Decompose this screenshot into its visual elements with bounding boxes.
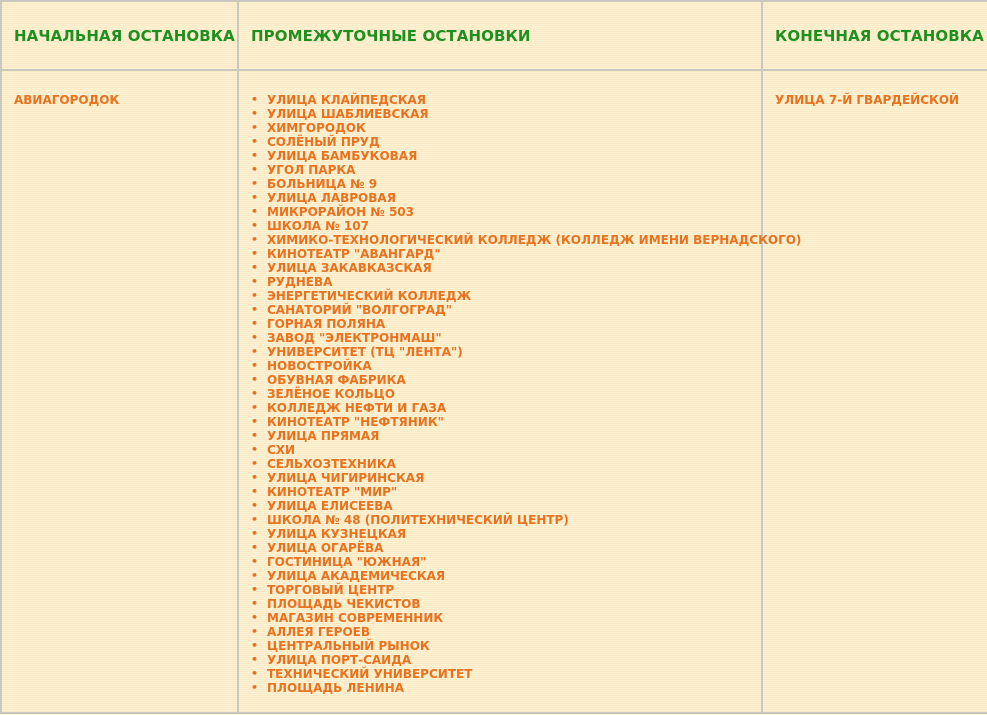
stop-list-item: • УЛИЦА ЗАКАВКАЗСКАЯ [267, 261, 761, 275]
stop-list-item: • СХИ [267, 443, 761, 457]
stop-list-item: • ЭНЕРГЕТИЧЕСКИЙ КОЛЛЕДЖ [267, 289, 761, 303]
stop-list-item: • ТОРГОВЫЙ ЦЕНТР [267, 583, 761, 597]
stop-list-item: • ЦЕНТРАЛЬНЫЙ РЫНОК [267, 639, 761, 653]
stop-list-item: • УЛИЦА ЧИГИРИНСКАЯ [267, 471, 761, 485]
stop-list-item: • УНИВЕРСИТЕТ (ТЦ "ЛЕНТА") [267, 345, 761, 359]
route-row [1, 70, 987, 713]
stop-list-item: • ПЛОЩАДЬ ЧЕКИСТОВ [267, 597, 761, 611]
stop-list-item: • СЕЛЬХОЗТЕХНИКА [267, 457, 761, 471]
stop-list-item: • ШКОЛА № 107 [267, 219, 761, 233]
stop-list-item: • МИКРОРАЙОН № 503 [267, 205, 761, 219]
stop-list-item: • ОБУВНАЯ ФАБРИКА [267, 373, 761, 387]
intermediate-stops-cell [238, 70, 802, 713]
intermediate-stops-list [251, 93, 802, 695]
stop-list-item: • ГОСТИНИЦА "ЮЖНАЯ" [267, 555, 761, 569]
stop-list-item: • ПЛОЩАДЬ ЛЕНИНА [267, 681, 761, 695]
stop-list-item: • ЗЕЛЁНОЕ КОЛЬЦО [267, 387, 761, 401]
stop-list-item: • ТЕХНИЧЕСКИЙ УНИВЕРСИТЕТ [267, 667, 761, 681]
stop-list-item: • СОЛЁНЫЙ ПРУД [267, 135, 761, 149]
stop-list-item: • АЛЛЕЯ ГЕРОЕВ [267, 625, 761, 639]
stop-list-item: • УЛИЦА ПРЯМАЯ [267, 429, 761, 443]
stop-list-item: • УЛИЦА ЛАВРОВАЯ [267, 191, 761, 205]
stop-list-item: • РУДНЕВА [267, 275, 761, 289]
end-stop-cell: УЛИЦА 7-Й ГВАРДЕЙСКОЙ [762, 70, 987, 713]
stop-list-item: • КИНОТЕАТР "МИР" [267, 485, 761, 499]
stop-list-item: • НОВОСТРОЙКА [267, 359, 761, 373]
stop-list-item: • ШКОЛА № 48 (ПОЛИТЕХНИЧЕСКИЙ ЦЕНТР) [267, 513, 761, 527]
stop-list-item: • УЛИЦА ПОРТ-САИДА [267, 653, 761, 667]
stop-list-item: • УЛИЦА БАМБУКОВАЯ [267, 149, 761, 163]
start-stop-header: НАЧАЛЬНАЯ ОСТАНОВКА [1, 1, 238, 70]
stop-list-item: • ЗАВОД "ЭЛЕКТРОНМАШ" [267, 331, 761, 345]
stop-list-item: • УГОЛ ПАРКА [267, 163, 761, 177]
stop-list-item: • УЛИЦА ЕЛИСЕЕВА [267, 499, 761, 513]
stop-list-item: • УЛИЦА ШАБЛИЕВСКАЯ [267, 107, 761, 121]
end-stop-header: КОНЕЧНАЯ ОСТАНОВКА [762, 1, 987, 70]
stop-list-item: • БОЛЬНИЦА № 9 [267, 177, 761, 191]
header-row [1, 1, 987, 70]
start-stop-cell: АВИАГОРОДОК [1, 70, 238, 713]
stop-list-item: • УЛИЦА ОГАРЁВА [267, 541, 761, 555]
stop-list-item: • УЛИЦА КУЗНЕЦКАЯ [267, 527, 761, 541]
stop-list-item: • САНАТОРИЙ "ВОЛГОГРАД" [267, 303, 761, 317]
stop-list-item: • ХИМИКО-ТЕХНОЛОГИЧЕСКИЙ КОЛЛЕДЖ (КОЛЛЕДЖ ИМЕНИ ВЕРНАДСКОГО) [267, 233, 761, 247]
intermediate-stops-header: ПРОМЕЖУТОЧНЫЕ ОСТАНОВКИ [238, 1, 762, 70]
stop-list-item: • ГОРНАЯ ПОЛЯНА [267, 317, 761, 331]
stop-list-item: • КИНОТЕАТР "НЕФТЯНИК" [267, 415, 761, 429]
stop-list-item: • МАГАЗИН СОВРЕМЕННИК [267, 611, 761, 625]
stop-list-item: • УЛИЦА АКАДЕМИЧЕСКАЯ [267, 569, 761, 583]
stop-list-item: • КОЛЛЕДЖ НЕФТИ И ГАЗА [267, 401, 761, 415]
stop-list-item: • КИНОТЕАТР "АВАНГАРД" [267, 247, 761, 261]
stop-list-item: • ХИМГОРОДОК [267, 121, 761, 135]
stop-list-item: • УЛИЦА КЛАЙПЕДСКАЯ [267, 93, 761, 107]
